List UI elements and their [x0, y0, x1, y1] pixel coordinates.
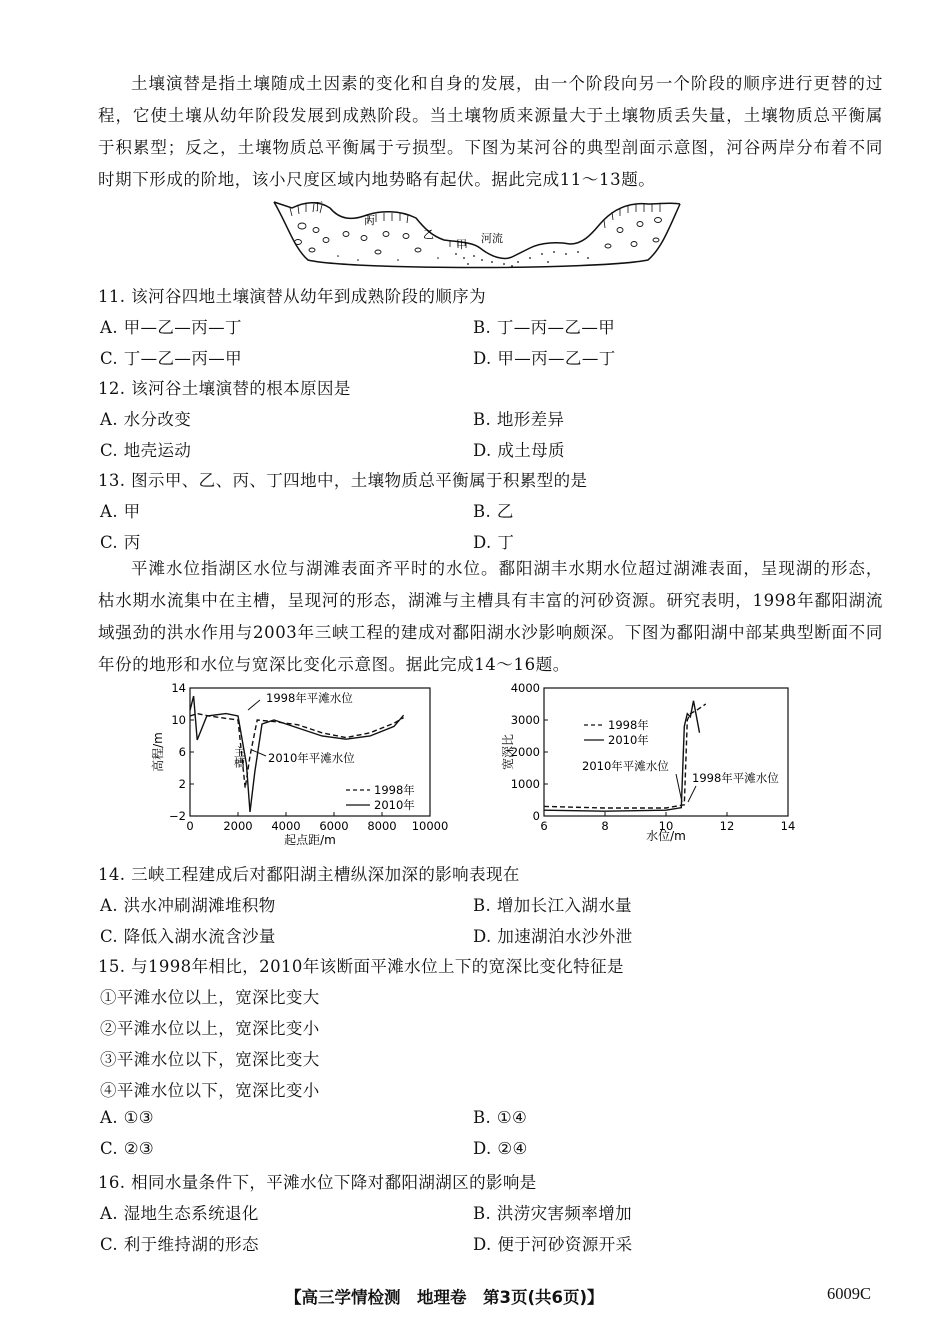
- label-river: 河流: [481, 232, 503, 245]
- x-tick-label: 6000: [319, 819, 349, 833]
- x-tick-label: 6: [540, 819, 548, 833]
- chart2-legend-2010: 2010年: [608, 733, 649, 747]
- y-tick-label: 1000: [510, 777, 540, 791]
- q15-statement-3: ③平滩水位以下，宽深比变大: [100, 1050, 320, 1069]
- q14-option-c[interactable]: C. 降低入湖水流含沙量: [100, 927, 276, 946]
- q13-option-a[interactable]: A. 甲: [100, 502, 141, 521]
- q13-option-b[interactable]: B. 乙: [473, 502, 514, 521]
- q11-option-d[interactable]: D. 甲—丙—乙—丁: [473, 349, 616, 368]
- q11-option-a[interactable]: A. 甲—乙—丙—丁: [100, 318, 242, 337]
- q15-option-d[interactable]: D. ②④: [473, 1139, 528, 1158]
- y-tick-label: −2: [169, 809, 186, 823]
- q15-statement-1: ①平滩水位以上，宽深比变大: [100, 988, 320, 1007]
- q12-option-c[interactable]: C. 地壳运动: [100, 441, 192, 460]
- x-tick-label: 4000: [271, 819, 301, 833]
- valley-profile-diagram: [268, 196, 688, 274]
- q11-option-b[interactable]: B. 丁—丙—乙—甲: [473, 318, 616, 337]
- q15-statement-2: ②平滩水位以上，宽深比变小: [100, 1019, 320, 1038]
- y-tick-label: 2: [178, 777, 186, 791]
- q14-option-a[interactable]: A. 洪水冲刷湖滩堆积物: [100, 896, 276, 915]
- x-tick-label: 14: [780, 819, 796, 833]
- q16-option-d[interactable]: D. 便于河砂资源开采: [473, 1235, 633, 1254]
- label-yi: 乙: [423, 228, 434, 241]
- question-12: 12. 该河谷土壤演替的根本原因是: [98, 379, 351, 398]
- q15-option-b[interactable]: B. ①④: [473, 1108, 528, 1127]
- q16-option-b[interactable]: B. 洪涝灾害频率增加: [473, 1204, 633, 1223]
- y-tick-label: 3000: [510, 713, 540, 727]
- q12-option-a[interactable]: A. 水分改变: [100, 410, 192, 429]
- y-tick-label: 2000: [510, 745, 540, 759]
- x-tick-label: 2000: [223, 819, 253, 833]
- chart1-ylabel: 高程/m: [151, 732, 165, 772]
- passage-2: 平滩水位指湖区水位与湖滩表面齐平时的水位。鄱阳湖丰水期水位超过湖滩表面，呈现湖的形态，枯水期水流集中在主槽，呈现河的形态，湖滩与主槽具有丰富的河砂资源。研究表明，1998年鄱阳湖流域强劲的洪水作用与2003年三峡工程的建成对鄱阳湖水沙影响颇深。下图为鄱阳湖中部某典型断面不同年份的地形和水位与宽深比变化示意图。据此完成14～16题。: [98, 559, 883, 674]
- paper-code: 6009C: [827, 1284, 872, 1303]
- q12-option-b[interactable]: B. 地形差异: [473, 410, 565, 429]
- y-tick-label: 10: [171, 713, 186, 727]
- page-footer: 【高三学情检测 地理卷 第3页(共6页)】: [285, 1288, 604, 1307]
- x-tick-label: 8000: [367, 819, 397, 833]
- chart1-annot-1998: 1998年平滩水位: [266, 691, 353, 705]
- q16-option-a[interactable]: A. 湿地生态系统退化: [100, 1204, 259, 1223]
- chart1-annot-channel: 主槽: [232, 746, 246, 768]
- elevation-profile-chart: [148, 678, 458, 850]
- y-tick-label: 6: [178, 745, 186, 759]
- chart1-legend-2010: 2010年: [374, 798, 415, 812]
- chart2-xlabel: 水位/m: [646, 829, 686, 843]
- chart2-annot-1998: 1998年平滩水位: [692, 771, 779, 785]
- q12-option-d[interactable]: D. 成土母质: [473, 441, 565, 460]
- question-14: 14. 三峡工程建成后对鄱阳湖主槽纵深加深的影响表现在: [98, 865, 520, 884]
- x-tick-label: 12: [719, 819, 735, 833]
- width-depth-ratio-chart: [500, 678, 800, 850]
- y-tick-label: 14: [171, 681, 186, 695]
- q13-option-d[interactable]: D. 丁: [473, 533, 515, 552]
- x-tick-label: 8: [601, 819, 609, 833]
- x-tick-label: 0: [186, 819, 194, 833]
- q14-option-d[interactable]: D. 加速湖泊水沙外泄: [473, 927, 633, 946]
- chart2-ylabel: 宽深比: [501, 733, 515, 771]
- q13-option-c[interactable]: C. 丙: [100, 533, 141, 552]
- question-15: 15. 与1998年相比，2010年该断面平滩水位上下的宽深比变化特征是: [98, 957, 624, 976]
- passage-1: 土壤演替是指土壤随成土因素的变化和自身的发展，由一个阶段向另一个阶段的顺序进行更替的过程，它使土壤从幼年阶段发展到成熟阶段。当土壤物质来源量大于土壤物质丢失量，土壤物质总平衡属于积累型；反之，土壤物质总平衡属于亏损型。下图为某河谷的典型剖面示意图，河谷两岸分布着不同时期下形成的阶地，该小尺度区域内地势略有起伏。据此完成11～13题。: [98, 74, 883, 189]
- q16-option-c[interactable]: C. 利于维持湖的形态: [100, 1235, 259, 1254]
- q14-option-b[interactable]: B. 增加长江入湖水量: [473, 896, 633, 915]
- label-bing: 丙: [364, 214, 375, 227]
- question-13: 13. 图示甲、乙、丙、丁四地中，土壤物质总平衡属于积累型的是: [98, 471, 588, 490]
- chart1-xlabel: 起点距/m: [284, 833, 336, 847]
- question-16: 16. 相同水量条件下，平滩水位下降对鄱阳湖湖区的影响是: [98, 1173, 537, 1192]
- question-11: 11. 该河谷四地土壤演替从幼年到成熟阶段的顺序为: [98, 287, 486, 306]
- label-jia: 甲: [456, 238, 467, 251]
- x-tick-label: 10: [658, 819, 674, 833]
- q15-option-a[interactable]: A. ①③: [100, 1108, 154, 1127]
- chart1-legend-1998: 1998年: [374, 783, 415, 797]
- chart2-legend-1998: 1998年: [608, 718, 649, 732]
- q15-statement-4: ④平滩水位以下，宽深比变小: [100, 1081, 320, 1100]
- y-tick-label: 4000: [510, 681, 540, 695]
- chart1-annot-2010: 2010年平滩水位: [268, 751, 355, 765]
- q11-option-c[interactable]: C. 丁—乙—丙—甲: [100, 349, 243, 368]
- chart2-annot-2010: 2010年平滩水位: [582, 759, 669, 773]
- label-ding: 丁: [312, 200, 323, 213]
- x-tick-label: 10000: [411, 819, 449, 833]
- q15-option-c[interactable]: C. ②③: [100, 1139, 155, 1158]
- y-tick-label: 0: [532, 809, 540, 823]
